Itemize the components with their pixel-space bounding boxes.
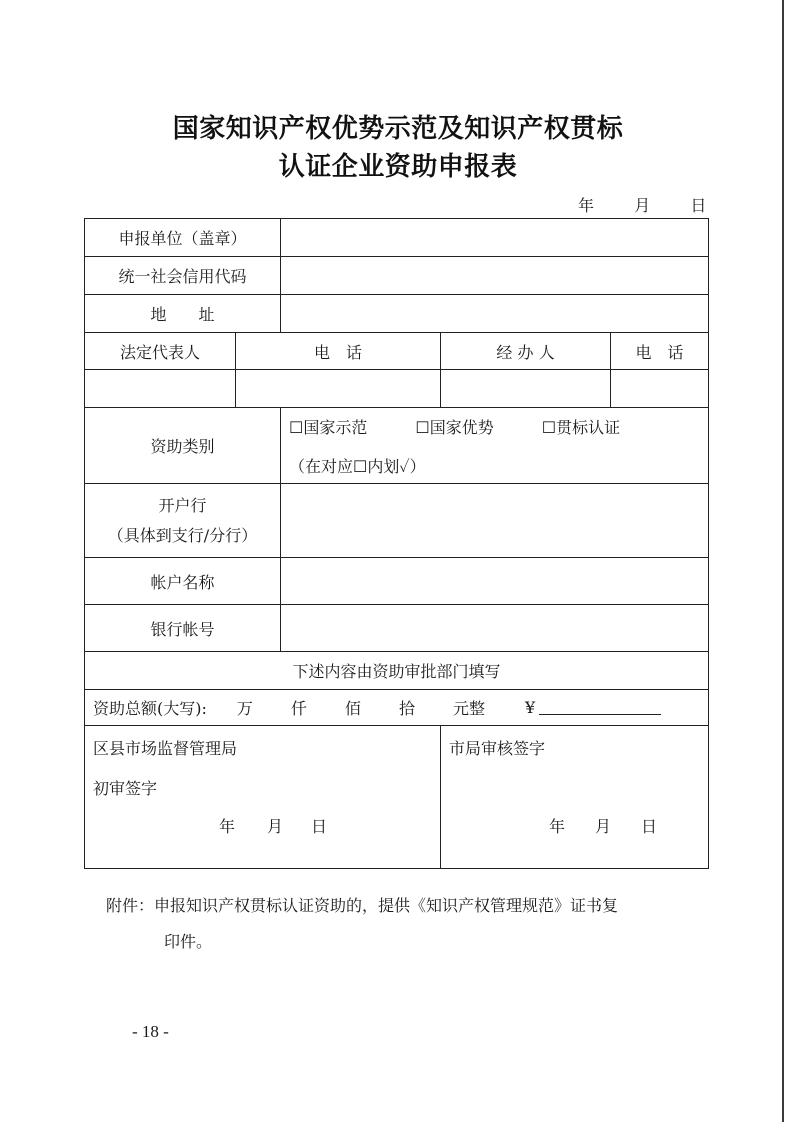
district-review-label: 区县市场监督管理局: [93, 739, 238, 758]
attachment-line-1: 附件：申报知识产权贯标认证资助的，提供《知识产权管理规范》证书复: [106, 896, 619, 915]
page-number: - 18 -: [132, 1022, 169, 1041]
row-account-number: [85, 605, 709, 652]
form-title-line-1: 国家知识产权优势示范及知识产权贯标: [172, 114, 624, 144]
unit-qian: 仟: [290, 699, 307, 718]
application-form-table: [84, 218, 709, 869]
row-category: [85, 408, 709, 484]
date-day-label: 日: [690, 196, 707, 215]
district-month: 月: [267, 817, 284, 836]
row-total: [85, 690, 709, 726]
form-title-line-2: 认证企业资助申报表: [278, 152, 518, 182]
category-note: （在对应☐内划✓）: [289, 456, 426, 476]
city-year: 年: [549, 817, 566, 836]
city-month: 月: [595, 817, 612, 836]
city-day: 日: [641, 817, 658, 836]
label-unit: 申报单位（盖章）: [85, 219, 281, 257]
city-review-label: 市局审核签字: [449, 739, 546, 758]
yuan-symbol: ¥: [524, 698, 536, 717]
total-label: 资助总额(大写):: [93, 699, 207, 718]
checkbox-national-demo[interactable]: ☐国家示范: [289, 417, 368, 437]
unit-shi: 拾: [398, 699, 415, 718]
label-phone-1: 电 话: [236, 333, 441, 370]
date-month-label: 月: [634, 196, 651, 215]
district-sign-label: 初审签字: [93, 779, 158, 798]
label-bank: [85, 484, 281, 558]
field-credit-code[interactable]: [281, 257, 709, 295]
field-phone-1[interactable]: [236, 370, 441, 408]
attachment-note: [106, 888, 706, 960]
label-handler: 经 办 人: [441, 333, 611, 370]
row-credit-code: [85, 257, 709, 295]
unit-yuan: 元整: [452, 699, 485, 718]
unit-bai: 佰: [344, 699, 361, 718]
date-year-label: 年: [578, 196, 595, 215]
yuan-amount-field[interactable]: [539, 700, 661, 715]
field-bank[interactable]: [281, 484, 709, 558]
label-address: 地 址: [85, 295, 281, 333]
field-account-number[interactable]: [281, 605, 709, 652]
checkbox-standard-certification[interactable]: ☐贯标认证: [541, 417, 621, 437]
row-review-header: [85, 652, 709, 690]
attachment-line-2: 印件。: [164, 932, 213, 951]
label-credit-code: 统一社会信用代码: [85, 257, 281, 295]
unit-wan: 万: [236, 699, 253, 718]
date-top: [578, 193, 706, 216]
field-unit[interactable]: [281, 219, 709, 257]
row-unit: [85, 219, 709, 257]
row-contacts-header: [85, 333, 709, 370]
checkbox-national-advantage[interactable]: ☐国家优势: [415, 417, 494, 437]
label-phone-2: 电 话: [611, 333, 709, 370]
field-account-name[interactable]: [281, 558, 709, 605]
district-day: 日: [311, 817, 328, 836]
row-contacts-values: [85, 370, 709, 408]
city-signature-cell[interactable]: [441, 726, 709, 869]
label-legal-rep: 法定代表人: [85, 333, 236, 370]
field-phone-2[interactable]: [611, 370, 709, 408]
district-signature-cell[interactable]: [85, 726, 441, 869]
field-total: [85, 690, 709, 726]
row-signatures: [85, 726, 709, 869]
review-header: 下述内容由资助审批部门填写: [85, 652, 709, 690]
field-legal-rep[interactable]: [85, 370, 236, 408]
row-address: [85, 295, 709, 333]
row-bank: [85, 484, 709, 558]
label-account-name: 帐户名称: [85, 558, 281, 605]
field-handler[interactable]: [441, 370, 611, 408]
label-account-number: 银行帐号: [85, 605, 281, 652]
field-category: [281, 408, 709, 484]
field-address[interactable]: [281, 295, 709, 333]
row-account-name: [85, 558, 709, 605]
label-category: 资助类别: [85, 408, 281, 484]
label-bank-line-2: （具体到支行/分行）: [107, 525, 258, 545]
district-year: 年: [219, 817, 236, 836]
label-bank-line-1: 开户行: [158, 495, 207, 515]
